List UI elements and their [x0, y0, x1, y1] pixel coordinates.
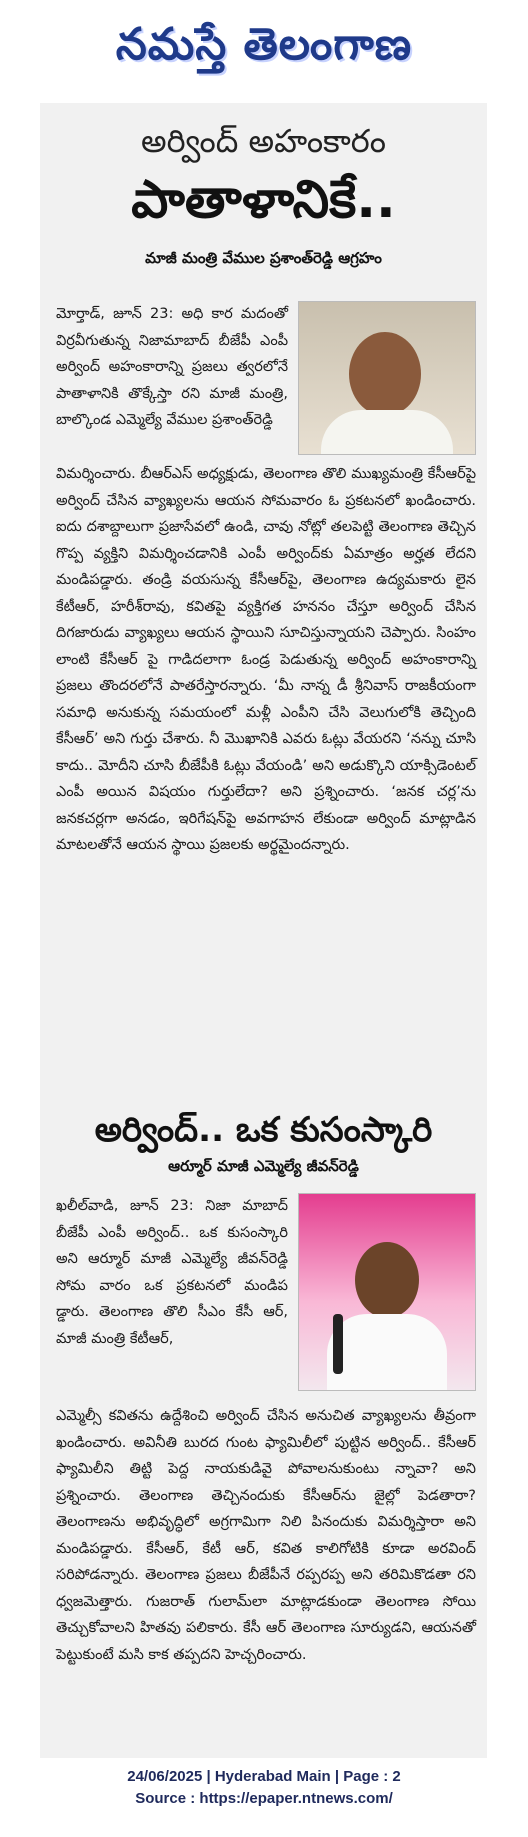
article2-headline: అర్వింద్.. ఒక కుసంస్కారి	[94, 1110, 433, 1150]
portrait-face	[355, 1242, 419, 1318]
article1-headline-line1: అర్వింద్ అహంకారం	[141, 122, 386, 160]
masthead	[0, 0, 528, 90]
edition-info: 24/06/2025 | Hyderabad Main | Page : 2	[127, 1768, 401, 1785]
microphone-icon	[333, 1314, 343, 1374]
newspaper-clipping	[40, 103, 487, 1758]
footer	[0, 1766, 528, 1810]
article2-photo	[298, 1193, 476, 1391]
article2-body-top: ఖలీల్‌వాడి, జూన్ 23: నిజా మాబాద్ బీజేపీ ఎంపీ అర్వింద్.. ఒక కుసంస్కారి అని ఆర్మూర్ మాజీ ఎమ్మెల్యే జీవన్‌రెడ్డి సోమ వారం ఒక ప్రకటనలో మండిప డ్డారు. తెలంగాణ తొలి సీఎం కేసీ ఆర్, మాజీ మంత్రి కేటీఆర్,	[56, 1198, 288, 1347]
article2-body: ఎమ్మెల్సీ కవితను ఉద్దేశించి అర్వింద్ చేసిన అనుచిత వ్యాఖ్యలను తీవ్రంగా ఖండించారు. అవినీతి బురద గుంట ఫ్యామిలీలో పుట్టిన అర్వింద్.. కేసీఆర్ ఫ్యామిలీని తిట్టి పెద్ద నాయకుడివై పోవాలనుకుంటు న్నావా? అని ప్రశ్నించారు. తెలంగాణ తెచ్చినందుకు కేసీఆర్‌ను జైల్లో పెడతారా? తెలంగాణను అభివృద్ధిలో అగ్రగామిగా నిలి పినందుకు విమర్శిస్తారా అని మండిపడ్డారు. కేసీఆర్, కేటీ ఆర్, కవిత కాలిగోటికి కూడా అరవింద్ సరిపోడన్నారు. తెలంగాణ ప్రజలు బీజేపీనే రప్పరప్ప అని తరిమికొడతా రని ధ్వజమెత్తారు. గుజరాత్ గులామ్‌లా మాట్లాడకుండా తెలంగాణ సోయి తెచ్చుకోవాలని హితవు పలికారు. కేసీ ఆర్ తెలంగాణ సూర్యుడని, ఆయనతో పెట్టుకుంటే మసి కాక తప్పదని హెచ్చరించారు.	[56, 1408, 476, 1663]
article1-body-top: మోర్తాడ్, జూన్ 23: అధి కార మదంతో విర్రవీగుతున్న నిజామాబాద్ బీజేపీ ఎంపీ అర్వింద్ అహంకారాన్ని ప్రజలు త్వరలోనే పాతాళానికి తొక్కేస్తా రని మాజీ మంత్రి, బాల్కొండ ఎమ్మెల్యే వేముల ప్రశాంత్‌రెడ్డి	[56, 306, 288, 428]
source-link[interactable]: Source : https://epaper.ntnews.com/	[135, 1790, 393, 1807]
portrait-face	[349, 332, 421, 416]
article1-body: విమర్శించారు. బీఆర్‌ఎస్ అధ్యక్షుడు, తెలంగాణ తొలి ముఖ్యమంత్రి కేసీఆర్‌పై అర్వింద్ చేసిన వ్యాఖ్యలను ఆయన సోమవారం ఓ ప్రకటనలో ఖండించారు. ఐదు దశాబ్దాలుగా ప్రజాసేవలో ఉండి, చావు నోట్లో తలపెట్టి తెలంగాణ తెచ్చిన గొప్ప వ్యక్తిని విమర్శించడానికి ఎంపీ అర్వింద్‌కు ఏమాత్రం అర్హత లేదని మండిపడ్డారు. తండ్రి వయసున్న కేసీఆర్‌పై, తెలంగాణ ఉద్యమకారు లైన కేటీఆర్, హరీశ్‌రావు, కవితపై వ్యక్తిగత హననం చేస్తూ అర్వింద్ చేసిన దిగజారుడు వ్యాఖ్యలు ఆయన స్థాయిని సూచిస్తున్నాయని చెప్పారు. సింహం లాంటి కేసీఆర్ పై గాడిదలాగా ఓండ్ర పెడుతున్న అర్వింద్ అహంకారాన్ని ప్రజలు తొందరలోనే పాతరేస్తారన్నారు. ‘మీ నాన్న డీ శ్రీనివాస్ రాజకీయంగా సమాధి అనుకున్న సమయంలో మళ్లీ ఎంపీని చేసి వెలుగులోకి తెచ్చింది కేసీఆర్’ అని గుర్తు చేశారు. నీ మొఖానికి ఎవరు ఓట్లు వేయరని ‘నన్ను చూసి కాదు.. మోదీని చూసి బీజేపీకి ఓట్లు వేయండి’ అని అడుక్కొని యాక్సిడెంటల్ ఎంపీ అయిన విషయం గుర్తులేదా? అని ప్రశ్నించారు. ‘జనక చర్ల’ను జనకచర్లగా అనడం, ఇరిగేషన్‌పై అవగాహన లేకుండా అర్వింద్ మాట్లాడిన మాటలతోనే ఆయన స్థాయి ప్రజలకు అర్థమైందన్నారు.	[56, 466, 476, 853]
article1-headline-line2: పాతాళానికే..	[131, 170, 396, 230]
newspaper-title: నమస్తే తెలంగాణ	[115, 19, 413, 70]
article1-photo	[298, 301, 476, 455]
portrait-body	[327, 1314, 447, 1391]
article1-subhead: మాజీ మంత్రి వేముల ప్రశాంత్‌రెడ్డి ఆగ్రహం	[145, 249, 382, 267]
article2-subhead: ఆర్మూర్ మాజీ ఎమ్మెల్యే జీవన్‌రెడ్డి	[168, 1157, 359, 1175]
portrait-body	[321, 410, 453, 455]
